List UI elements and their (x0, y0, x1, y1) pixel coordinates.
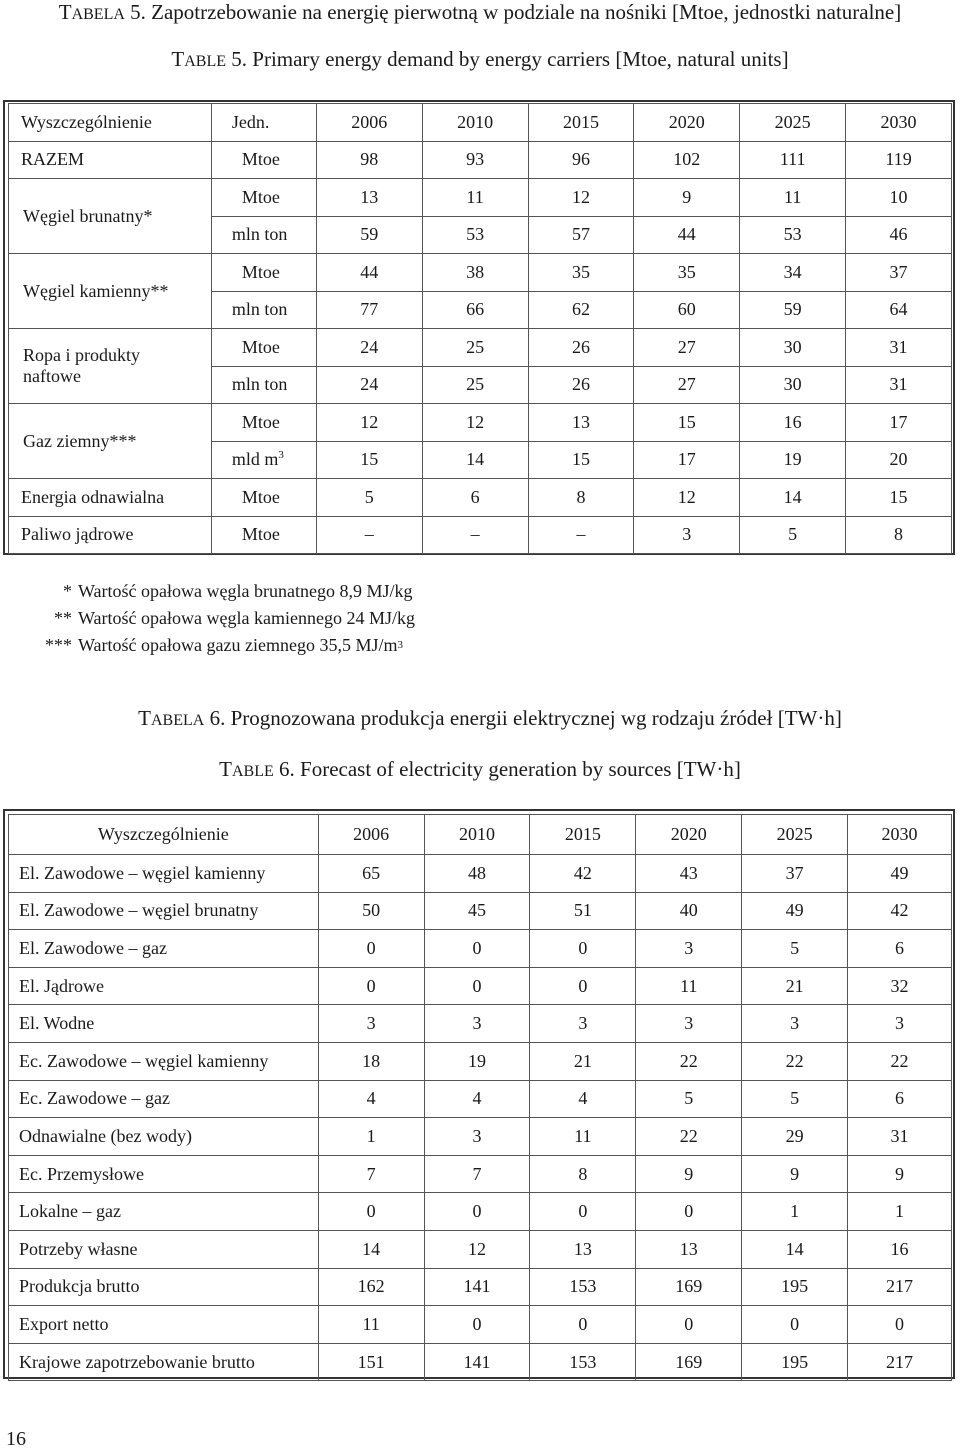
value-cell: 11 (530, 1118, 636, 1156)
table6-row (9, 1306, 952, 1344)
table6-row (9, 967, 952, 1005)
value-cell: 19 (740, 441, 846, 479)
value-cell: 3 (318, 1005, 424, 1043)
value-cell: 60 (634, 291, 740, 329)
value-cell: 5 (636, 1080, 742, 1118)
value-cell: 12 (634, 479, 740, 517)
value-cell: 0 (742, 1306, 848, 1344)
row-label: Produkcja brutto (9, 1268, 319, 1306)
value-cell: 15 (846, 479, 952, 517)
value-cell: 195 (742, 1343, 848, 1381)
value-cell: 98 (316, 141, 422, 179)
value-cell: 11 (740, 179, 846, 217)
value-cell: 5 (742, 1080, 848, 1118)
value-cell: 0 (530, 967, 636, 1005)
page-number: 16 (6, 1428, 26, 1450)
row-label: El. Zawodowe – węgiel brunatny (9, 892, 319, 930)
value-cell: 48 (424, 855, 530, 893)
row-label: El. Jądrowe (9, 967, 319, 1005)
footnote (20, 605, 415, 632)
value-cell: 153 (530, 1343, 636, 1381)
unit-text: mln ton (231, 224, 288, 245)
unit-cell: Mtoe (211, 141, 316, 179)
table6-row (9, 1118, 952, 1156)
value-cell: 9 (634, 179, 740, 217)
value-cell: 16 (740, 404, 846, 442)
table6-header-cell: Wyszczególnienie (9, 815, 319, 855)
value-cell: 65 (318, 855, 424, 893)
value-cell: 21 (742, 967, 848, 1005)
group-label (9, 329, 212, 404)
table6-row (9, 1343, 952, 1381)
value-cell: 11 (636, 967, 742, 1005)
unit-cell (211, 179, 316, 217)
row-label: Paliwo jądrowe (9, 516, 212, 554)
row-label: El. Zawodowe – węgiel kamienny (9, 855, 319, 893)
footnote (20, 578, 415, 605)
row-label: Ec. Zawodowe – węgiel kamienny (9, 1042, 319, 1080)
row-label: Odnawialne (bez wody) (9, 1118, 319, 1156)
value-cell: 17 (846, 404, 952, 442)
value-cell: 53 (740, 216, 846, 254)
row-label: Energia odnawialna (9, 479, 212, 517)
unit-text: mln ton (231, 374, 288, 395)
footnote-marker: * (63, 581, 72, 601)
value-cell: 3 (848, 1005, 952, 1043)
value-cell: 7 (318, 1155, 424, 1193)
value-cell: 22 (848, 1042, 952, 1080)
unit-cell (211, 254, 316, 292)
value-cell: 62 (528, 291, 634, 329)
value-cell: 151 (318, 1343, 424, 1381)
value-cell: 18 (318, 1042, 424, 1080)
value-cell: 14 (742, 1230, 848, 1268)
table6-header-cell: 2025 (742, 815, 848, 855)
value-cell: 10 (846, 179, 952, 217)
value-cell: 15 (634, 404, 740, 442)
group-label (9, 254, 212, 329)
value-cell: 217 (848, 1268, 952, 1306)
value-cell: 0 (424, 967, 530, 1005)
value-cell: 93 (422, 141, 528, 179)
value-cell: 9 (848, 1155, 952, 1193)
value-cell: 31 (848, 1118, 952, 1156)
table6-row (9, 1193, 952, 1231)
value-cell: 59 (740, 291, 846, 329)
unit-cell (211, 291, 316, 329)
table5-header-cell: 2020 (634, 104, 740, 142)
value-cell: 51 (530, 892, 636, 930)
table6-row (9, 1042, 952, 1080)
value-cell: 3 (742, 1005, 848, 1043)
value-cell: 40 (636, 892, 742, 930)
value-cell: 14 (318, 1230, 424, 1268)
table6-header-row (9, 815, 952, 855)
value-cell: 13 (636, 1230, 742, 1268)
value-cell: 5 (740, 516, 846, 554)
value-cell: 17 (634, 441, 740, 479)
unit-text: mld m (231, 449, 279, 470)
footnote-superscript: 3 (397, 639, 403, 651)
table6-caption-pl: TABELA 6. Prognozowana produkcja energii elektrycznej wg rodzaju źródeł [TW·h] (138, 706, 842, 730)
footnote-marker: *** (45, 635, 72, 655)
value-cell: 8 (530, 1155, 636, 1193)
value-cell: 1 (848, 1193, 952, 1231)
value-cell: 15 (528, 441, 634, 479)
value-cell: 0 (530, 1306, 636, 1344)
value-cell: 27 (634, 329, 740, 367)
value-cell: 16 (848, 1230, 952, 1268)
unit-superscript: 3 (278, 449, 284, 462)
value-cell: 0 (848, 1306, 952, 1344)
unit-cell (211, 366, 316, 404)
value-cell: 169 (636, 1268, 742, 1306)
value-cell: 37 (846, 254, 952, 292)
value-cell: 3 (424, 1118, 530, 1156)
value-cell: 15 (316, 441, 422, 479)
value-cell: 34 (740, 254, 846, 292)
row-label: El. Wodne (9, 1005, 319, 1043)
value-cell: 5 (316, 479, 422, 517)
value-cell: 96 (528, 141, 634, 179)
value-cell: 4 (530, 1080, 636, 1118)
table5-header-cell: Jedn. (211, 104, 316, 142)
value-cell: 64 (846, 291, 952, 329)
table5-row (9, 179, 952, 217)
value-cell: 0 (530, 1193, 636, 1231)
row-label: RAZEM (9, 141, 212, 179)
value-cell: 12 (316, 404, 422, 442)
table6-row (9, 930, 952, 968)
footnote (20, 632, 415, 659)
value-cell: 25 (422, 366, 528, 404)
value-cell: 0 (636, 1193, 742, 1231)
unit-cell: Mtoe (211, 479, 316, 517)
value-cell: 169 (636, 1343, 742, 1381)
value-cell: 26 (528, 366, 634, 404)
value-cell: 29 (742, 1118, 848, 1156)
value-cell: 14 (422, 441, 528, 479)
value-cell: 45 (424, 892, 530, 930)
value-cell: 30 (740, 366, 846, 404)
unit-cell (211, 216, 316, 254)
value-cell: 26 (528, 329, 634, 367)
value-cell: 57 (528, 216, 634, 254)
group-label (9, 404, 212, 479)
value-cell: 24 (316, 366, 422, 404)
table6-header-cell: 2010 (424, 815, 530, 855)
value-cell: 153 (530, 1268, 636, 1306)
unit-text: Mtoe (241, 261, 280, 282)
table6-header-cell: 2020 (636, 815, 742, 855)
value-cell: – (528, 516, 634, 554)
value-cell: 4 (424, 1080, 530, 1118)
value-cell: 6 (848, 1080, 952, 1118)
value-cell: 46 (846, 216, 952, 254)
row-label: Ec. Przemysłowe (9, 1155, 319, 1193)
table6-row (9, 1080, 952, 1118)
table5-header-cell: 2006 (316, 104, 422, 142)
value-cell: 111 (740, 141, 846, 179)
value-cell: 12 (528, 179, 634, 217)
value-cell: 35 (634, 254, 740, 292)
table5-row (9, 404, 952, 442)
value-cell: 3 (424, 1005, 530, 1043)
value-cell: 8 (528, 479, 634, 517)
row-label: Potrzeby własne (9, 1230, 319, 1268)
unit-cell: Mtoe (211, 516, 316, 554)
table5-row (9, 516, 952, 554)
unit-cell (211, 329, 316, 367)
value-cell: 141 (424, 1343, 530, 1381)
table5-caption-pl: TABELA 5. Zapotrzebowanie na energię pierwotną w podziale na nośniki [Mtoe, jednostki naturalne] (58, 0, 902, 24)
value-cell: 9 (636, 1155, 742, 1193)
value-cell: 4 (318, 1080, 424, 1118)
value-cell: 3 (636, 930, 742, 968)
table5-header-cell: 2015 (528, 104, 634, 142)
value-cell: 59 (316, 216, 422, 254)
value-cell: – (316, 516, 422, 554)
table5-header-cell: 2025 (740, 104, 846, 142)
table5-header-row (9, 104, 952, 142)
table6 (8, 814, 952, 1381)
unit-text: Mtoe (241, 336, 280, 357)
footnote-text: Wartość opałowa gazu ziemnego 35,5 MJ/m (78, 635, 398, 655)
value-cell: 42 (848, 892, 952, 930)
value-cell: 162 (318, 1268, 424, 1306)
table6-caption-en: TABLE 6. Forecast of electricity generation by sources [TW·h] (219, 757, 741, 781)
value-cell: 1 (318, 1118, 424, 1156)
footnote-text: Wartość opałowa węgla brunatnego 8,9 MJ/kg (78, 581, 413, 601)
value-cell: 38 (422, 254, 528, 292)
table6-row (9, 892, 952, 930)
value-cell: 217 (848, 1343, 952, 1381)
value-cell: 0 (318, 930, 424, 968)
footnote-marker: ** (54, 608, 72, 628)
table5-row (9, 254, 952, 292)
value-cell: 11 (422, 179, 528, 217)
value-cell: 25 (422, 329, 528, 367)
value-cell: 13 (316, 179, 422, 217)
value-cell: 0 (318, 1193, 424, 1231)
value-cell: 0 (424, 930, 530, 968)
unit-cell (211, 404, 316, 442)
value-cell: 22 (636, 1118, 742, 1156)
value-cell: 42 (530, 855, 636, 893)
value-cell: 30 (740, 329, 846, 367)
value-cell: 50 (318, 892, 424, 930)
value-cell: 32 (848, 967, 952, 1005)
table6-row (9, 1268, 952, 1306)
unit-text: Mtoe (241, 186, 280, 207)
row-label: El. Zawodowe – gaz (9, 930, 319, 968)
footnote-text: Wartość opałowa węgla kamiennego 24 MJ/kg (78, 608, 415, 628)
value-cell: 6 (848, 930, 952, 968)
value-cell: 11 (318, 1306, 424, 1344)
value-cell: 195 (742, 1268, 848, 1306)
table6-row (9, 855, 952, 893)
value-cell: 49 (848, 855, 952, 893)
table6-row (9, 1155, 952, 1193)
group-label-line: Węgiel kamienny** (23, 280, 169, 301)
value-cell: 3 (530, 1005, 636, 1043)
table5-header-cell: 2010 (422, 104, 528, 142)
value-cell: 102 (634, 141, 740, 179)
table5-footnotes (20, 578, 415, 659)
value-cell: 12 (424, 1230, 530, 1268)
value-cell: 37 (742, 855, 848, 893)
value-cell: 19 (424, 1042, 530, 1080)
group-label-line: naftowe (23, 366, 81, 386)
table5-row (9, 479, 952, 517)
row-label: Ec. Zawodowe – gaz (9, 1080, 319, 1118)
value-cell: 0 (530, 930, 636, 968)
row-label: Krajowe zapotrzebowanie brutto (9, 1343, 319, 1381)
table6-header-cell: 2006 (318, 815, 424, 855)
row-label: Lokalne – gaz (9, 1193, 319, 1231)
table5 (8, 103, 952, 554)
unit-cell (211, 441, 316, 479)
value-cell: 1 (742, 1193, 848, 1231)
value-cell: 3 (636, 1005, 742, 1043)
value-cell: 3 (634, 516, 740, 554)
value-cell: 77 (316, 291, 422, 329)
value-cell: 43 (636, 855, 742, 893)
value-cell: 119 (846, 141, 952, 179)
value-cell: 7 (424, 1155, 530, 1193)
value-cell: 6 (422, 479, 528, 517)
table6-header-cell: 2015 (530, 815, 636, 855)
table5-row-total (9, 141, 952, 179)
unit-text: mln ton (231, 299, 288, 320)
value-cell: 66 (422, 291, 528, 329)
value-cell: 27 (634, 366, 740, 404)
value-cell: 31 (846, 329, 952, 367)
group-label-line: Węgiel brunatny* (23, 205, 153, 226)
group-label-line: Ropa i produkty (23, 345, 140, 365)
value-cell: 5 (742, 930, 848, 968)
value-cell: 14 (740, 479, 846, 517)
table6-header-cell: 2030 (848, 815, 952, 855)
unit-text: Mtoe (241, 411, 280, 432)
table5-row (9, 329, 952, 367)
value-cell: 0 (424, 1306, 530, 1344)
value-cell: 21 (530, 1042, 636, 1080)
table5-header-cell: Wyszczególnienie (9, 104, 212, 142)
table6-row (9, 1230, 952, 1268)
value-cell: 12 (422, 404, 528, 442)
value-cell: 20 (846, 441, 952, 479)
value-cell: 24 (316, 329, 422, 367)
value-cell: 9 (742, 1155, 848, 1193)
value-cell: 31 (846, 366, 952, 404)
value-cell: 13 (530, 1230, 636, 1268)
group-label-line: Gaz ziemny*** (23, 430, 137, 451)
value-cell: 13 (528, 404, 634, 442)
table6-row (9, 1005, 952, 1043)
value-cell: 141 (424, 1268, 530, 1306)
value-cell: 22 (742, 1042, 848, 1080)
value-cell: – (422, 516, 528, 554)
value-cell: 0 (636, 1306, 742, 1344)
table5-header-cell: 2030 (846, 104, 952, 142)
value-cell: 0 (424, 1193, 530, 1231)
value-cell: 22 (636, 1042, 742, 1080)
value-cell: 8 (846, 516, 952, 554)
value-cell: 0 (318, 967, 424, 1005)
row-label: Export netto (9, 1306, 319, 1344)
value-cell: 35 (528, 254, 634, 292)
value-cell: 49 (742, 892, 848, 930)
value-cell: 53 (422, 216, 528, 254)
value-cell: 44 (634, 216, 740, 254)
value-cell: 44 (316, 254, 422, 292)
group-label (9, 179, 212, 254)
table5-caption-en: TABLE 5. Primary energy demand by energy carriers [Mtoe, natural units] (171, 47, 789, 71)
